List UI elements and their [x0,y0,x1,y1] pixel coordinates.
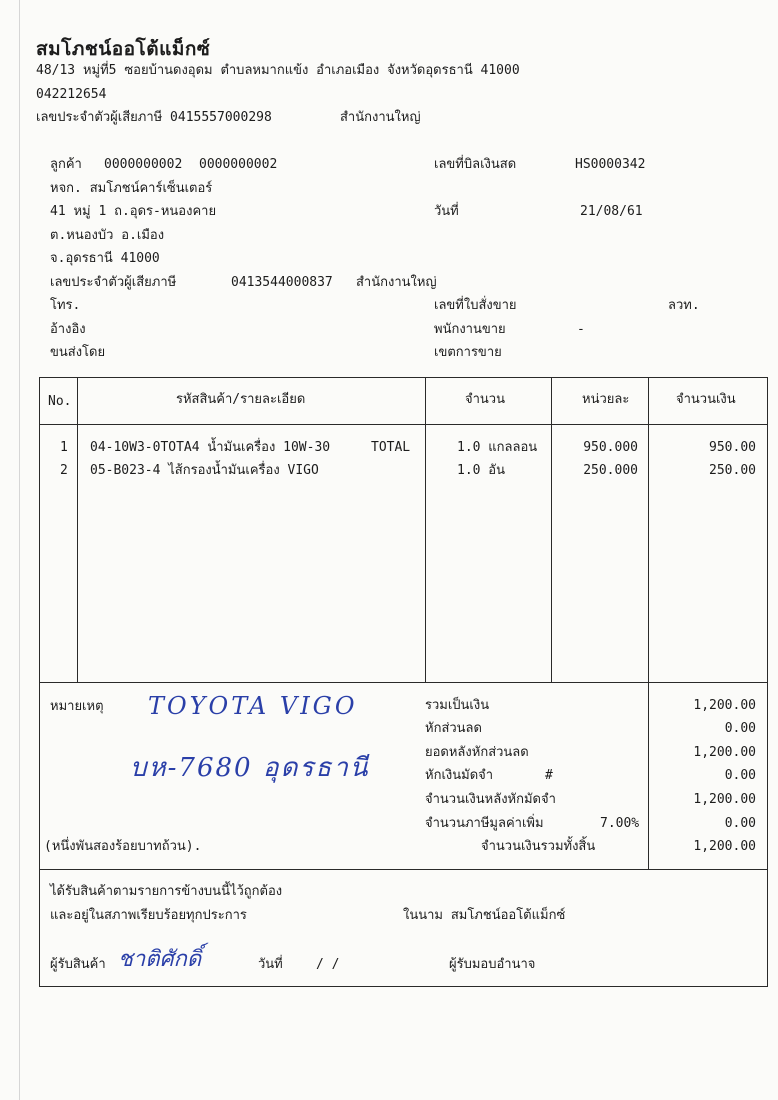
customer-branch: สำนักงานใหญ่ [356,275,437,290]
customer-tax-id: 0413544000837 [231,275,333,290]
customer-address-1: 41 หมู่ 1 ถ.อุดร-หนองคาย [50,204,217,219]
row-2-quantity: 1.0 อัน [457,463,506,478]
customer-address-2: ต.หนองบัว อ.เมือง [50,228,165,243]
subtotal-label: รวมเป็นเงิน [425,698,490,713]
table-header-divider [39,424,768,425]
header-no: No. [48,394,72,409]
receipt-confirmation-line-2: และอยู่ในสภาพเรียบร้อยทุกประการ [50,908,247,923]
col-divider-no [77,377,78,682]
handwritten-license-plate: บห-7680 อุดรธานี [130,753,370,783]
col-divider-qty [551,377,552,682]
salesperson-label: พนักงานขาย [434,322,506,337]
bill-number-label: เลขที่บิลเงินสด [434,157,517,172]
deposit-value: 0.00 [724,768,756,783]
discount-value: 0.00 [724,721,756,736]
sales-order-value: ลวท. [668,298,700,313]
receiver-signature: ชาติศักดิ์ [118,947,202,972]
after-discount-value: 1,200.00 [693,745,756,760]
vat-value: 0.00 [724,816,756,831]
row-1-no: 1 [60,440,68,455]
col-divider-desc [425,377,426,682]
after-discount-label: ยอดหลังหักส่วนลด [425,745,529,760]
bill-date-label: วันที่ [434,204,459,219]
bill-date: 21/08/61 [580,204,643,219]
company-name: สมโภชน์ออโต้แม็กซ์ [36,38,211,60]
receiver-date-label: วันที่ [258,957,283,972]
grand-total-value: 1,200.00 [693,839,756,854]
company-branch: สำนักงานใหญ่ [340,110,421,125]
amount-in-words: (หนึ่งพันสองร้อยบาทถ้วน). [44,839,202,854]
company-address: 48/13 หมู่ที่5 ซอยบ้านดงอุดม ตำบลหมากแข้ง อำเภอเมือง จังหวัดอุดรธานี 41000 [36,63,520,78]
discount-label: หักส่วนลด [425,721,482,736]
salesperson-value: - [577,322,585,337]
customer-code-1: 0000000002 [104,157,183,172]
reference-label: อ้างอิง [50,322,86,337]
receipt-confirmation-line-1: ได้รับสินค้าตามรายการข้างบนนี้ไว้ถูกต้อง [50,884,283,899]
customer-label: ลูกค้า [50,157,82,172]
on-behalf-of: ในนาม สมโภชน์ออโต้แม็กซ์ [403,908,566,923]
customer-phone-label: โทร. [50,298,81,313]
sales-order-label: เลขที่ใบสั่งขาย [434,298,517,313]
row-2-unit-price: 250.000 [583,463,638,478]
header-description: รหัสสินค้า/รายละเอียด [176,392,306,407]
receiver-date-blank: / / [316,957,340,972]
row-1-description: 04-10W3-0TOTA4 น้ำมันเครื่อง 10W-30 [90,440,331,455]
row-2-no: 2 [60,463,68,478]
vat-rate: 7.00% [600,816,640,831]
col-divider-price [648,377,649,869]
bill-number: HS0000342 [575,157,646,172]
grand-total-label: จำนวนเงินรวมทั้งสิ้น [481,839,596,854]
table-body-divider [39,682,768,683]
company-phone: 042212654 [36,87,107,102]
after-deposit-value: 1,200.00 [693,792,756,807]
customer-code-2: 0000000002 [199,157,278,172]
company-tax-id: เลขประจำตัวผู้เสียภาษี 0415557000298 [36,110,272,125]
header-amount: จำนวนเงิน [676,392,736,407]
header-unit-price: หน่วยละ [582,392,630,407]
sales-area-label: เขตการขาย [434,345,502,360]
row-1-quantity: 1.0 แกลลอน [457,440,538,455]
subtotal-value: 1,200.00 [693,698,756,713]
remarks-label: หมายเหตุ [50,699,104,714]
receiver-label: ผู้รับสินค้า [50,957,106,972]
deposit-hash: # [545,768,553,783]
handwritten-car-model: TOYOTA VIGO [148,692,358,720]
row-2-description: 05-B023-4 ไส้กรองน้ำมันเครื่อง VIGO [90,463,319,478]
row-1-amount: 950.00 [709,440,756,455]
vat-label: จำนวนภาษีมูลค่าเพิ่ม [425,816,544,831]
header-quantity: จำนวน [465,392,505,407]
page-edge [19,0,20,1100]
shipping-label: ขนส่งโดย [50,345,106,360]
customer-name: หจก. สมโภชน์คาร์เซ็นเตอร์ [50,181,213,196]
row-1-brand: TOTAL [371,440,411,455]
footer-divider [39,869,768,870]
after-deposit-label: จำนวนเงินหลังหักมัดจำ [425,792,556,807]
row-1-unit-price: 950.000 [583,440,638,455]
deposit-label: หักเงินมัดจำ [425,768,494,783]
authorized-label: ผู้รับมอบอำนาจ [449,957,536,972]
row-2-amount: 250.00 [709,463,756,478]
customer-address-3: จ.อุดรธานี 41000 [50,251,160,266]
customer-tax-label: เลขประจำตัวผู้เสียภาษี [50,275,177,290]
